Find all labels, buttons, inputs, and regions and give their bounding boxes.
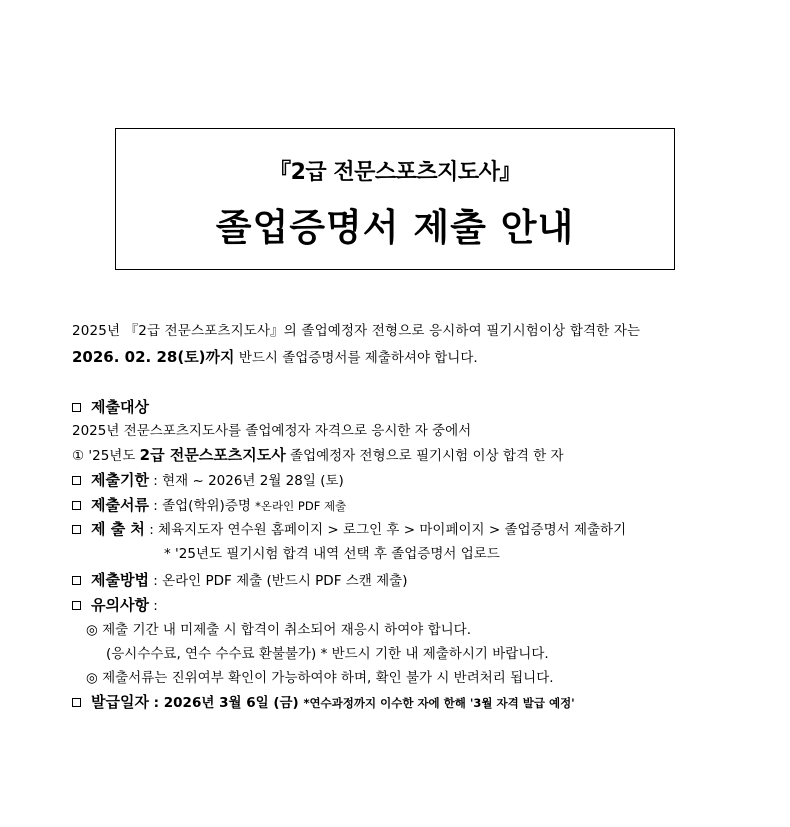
intro-line-2	[72, 348, 478, 367]
checkbox-square-icon	[72, 698, 81, 707]
section-notes	[72, 596, 158, 615]
checkbox-square-icon	[72, 403, 81, 412]
documents-label: 제출서류	[91, 496, 149, 514]
target-heading: 제출대상	[91, 398, 149, 416]
deadline-text: 2026. 02. 28(토)까지	[72, 348, 235, 366]
notes-item-1: ◎ 제출 기간 내 미제출 시 합격이 취소되어 재응시 하여야 합니다.	[86, 622, 472, 638]
method-value: : 온라인 PDF 제출 (반드시 PDF 스캔 제출)	[148, 573, 408, 589]
documents-note: *온라인 PDF 제출	[255, 499, 347, 513]
checkbox-square-icon	[72, 476, 81, 485]
documents-value: : 졸업(학위)증명	[148, 498, 256, 514]
checkbox-square-icon	[72, 501, 81, 510]
intro-line-1: 2025년 『2급 전문스포츠지도사』의 졸업예정자 전형으로 응시하여 필기시험이상 합격한 자는	[72, 323, 641, 339]
issue-label: 발급일자	[91, 693, 149, 711]
notes-item-1-sub: (응시수수료, 연수 수수료 환불불가) * 반드시 기한 내 제출하시기 바랍니다.	[106, 646, 549, 662]
title-subheading: 『2급 전문스포츠지도사』	[269, 160, 521, 185]
target-line-1: 2025년 전문스포츠지도사를 졸업예정자 자격으로 응시한 자 중에서	[72, 423, 472, 439]
target-item-bold: 2급 전문스포츠지도사	[139, 446, 286, 464]
issue-value: : 2026년 3월 6일 (금)	[148, 695, 304, 711]
issue-note: *연수과정까지 이수한 자에 한해 '3월 자격 발급 예정'	[303, 696, 575, 710]
section-period	[72, 471, 344, 490]
place-note: * '25년도 필기시험 합격 내역 선택 후 졸업증명서 업로드	[164, 546, 500, 562]
target-item-rest: 졸업예정자 전형으로 필기시험 이상 합격 한 자	[285, 448, 564, 464]
notes-colon: :	[148, 598, 158, 614]
notes-item-2: ◎ 제출서류는 진위여부 확인이 가능하여야 하며, 확인 불가 시 반려처리 됩니다.	[86, 670, 554, 686]
target-item	[72, 446, 564, 465]
checkbox-square-icon	[72, 601, 81, 610]
period-value: : 현재 ~ 2026년 2월 28일 (토)	[148, 473, 344, 489]
page-title: 졸업증명서 제출 안내	[215, 206, 575, 249]
intro-line-2-rest: 반드시 졸업증명서를 제출하셔야 합니다.	[234, 350, 478, 366]
section-place	[72, 520, 626, 539]
section-method	[72, 571, 407, 590]
section-issue	[72, 693, 575, 712]
place-value: : 체육지도자 연수원 홈페이지 > 로그인 후 > 마이페이지 > 졸업증명서 제출하기	[144, 522, 627, 538]
title-box	[115, 128, 675, 270]
place-label: 제 출 처	[91, 520, 145, 538]
notes-label: 유의사항	[91, 596, 149, 614]
target-item-prefix: ① '25년도	[72, 448, 140, 464]
section-target	[72, 398, 149, 417]
period-label: 제출기한	[91, 471, 149, 489]
section-documents	[72, 496, 346, 515]
method-label: 제출방법	[91, 571, 149, 589]
checkbox-square-icon	[72, 576, 81, 585]
checkbox-square-icon	[72, 525, 81, 534]
